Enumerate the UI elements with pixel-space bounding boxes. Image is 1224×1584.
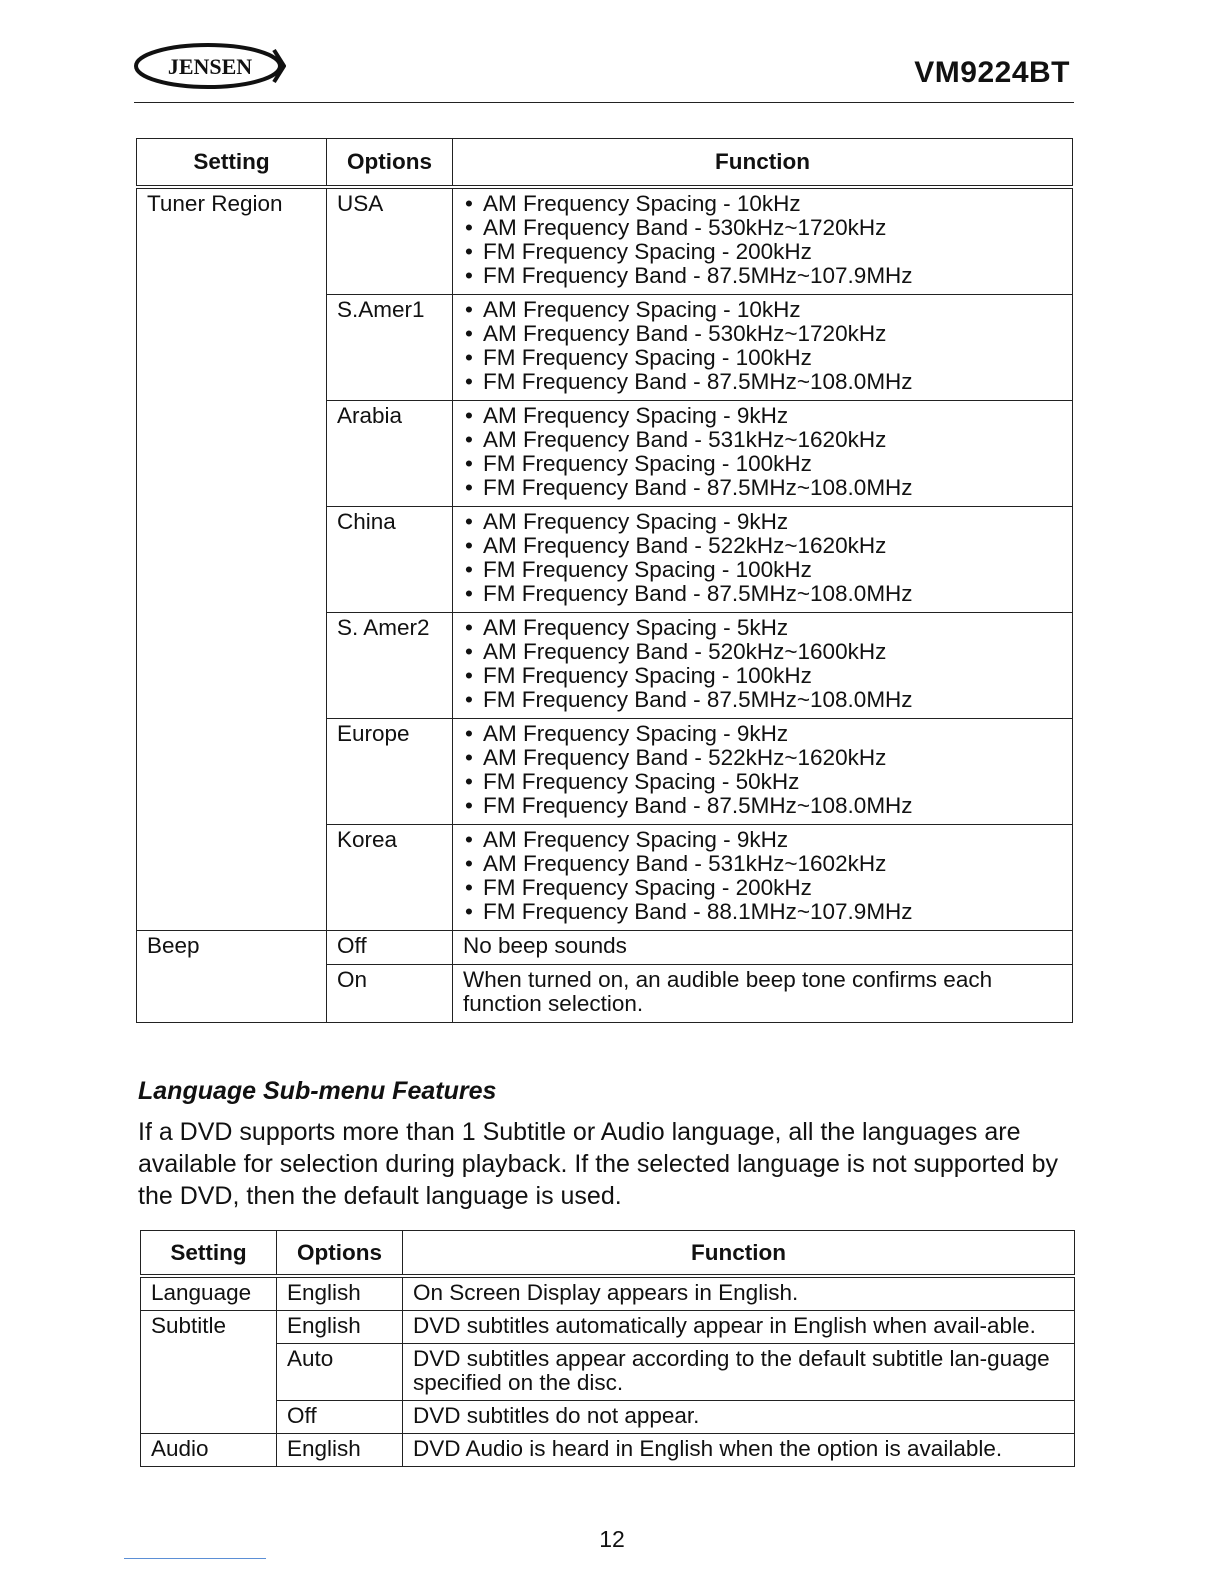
function-item: • FM Frequency Band - 87.5MHz~107.9MHz xyxy=(463,264,1064,288)
function-item: • FM Frequency Band - 87.5MHz~108.0MHz xyxy=(463,370,1064,394)
table-row xyxy=(141,1276,1075,1311)
table-header-row xyxy=(137,139,1073,188)
table-header-row xyxy=(141,1231,1075,1277)
function-cell: On Screen Display appears in English. xyxy=(403,1276,1075,1311)
header-function: Function xyxy=(403,1231,1075,1277)
header-setting: Setting xyxy=(141,1231,277,1277)
function-cell xyxy=(453,825,1073,931)
function-cell: DVD subtitles appear according to the default subtitle lan-guage specified on the disc. xyxy=(403,1344,1075,1401)
function-item: • AM Frequency Band - 530kHz~1720kHz xyxy=(463,216,1064,240)
function-cell: DVD subtitles do not appear. xyxy=(403,1401,1075,1434)
option-cell: On xyxy=(327,965,453,1023)
option-cell: USA xyxy=(327,187,453,295)
header-options: Options xyxy=(277,1231,403,1277)
table-row xyxy=(141,1401,1075,1434)
function-item: • FM Frequency Spacing - 100kHz xyxy=(463,664,1064,688)
setting-cell: Audio xyxy=(141,1434,277,1467)
model-number: VM9224BT xyxy=(914,56,1070,89)
svg-text:JENSEN: JENSEN xyxy=(167,54,253,79)
function-cell: DVD Audio is heard in English when the option is available. xyxy=(403,1434,1075,1467)
setting-cell: Subtitle xyxy=(141,1311,277,1434)
option-cell: S.Amer1 xyxy=(327,295,453,401)
function-item: • AM Frequency Spacing - 9kHz xyxy=(463,404,1064,428)
footer-divider xyxy=(124,1558,266,1559)
setting-cell: Language xyxy=(141,1276,277,1311)
function-item: • AM Frequency Spacing - 10kHz xyxy=(463,298,1064,322)
function-item: • AM Frequency Spacing - 9kHz xyxy=(463,510,1064,534)
table-row xyxy=(137,931,1073,965)
function-item: • AM Frequency Spacing - 9kHz xyxy=(463,828,1064,852)
option-cell: Off xyxy=(277,1401,403,1434)
function-item: • FM Frequency Spacing - 200kHz xyxy=(463,240,1064,264)
function-item: • AM Frequency Band - 522kHz~1620kHz xyxy=(463,746,1064,770)
function-item: • AM Frequency Band - 522kHz~1620kHz xyxy=(463,534,1064,558)
page-number: 12 xyxy=(599,1526,625,1552)
tuner-beep-table xyxy=(136,138,1073,1023)
table-row xyxy=(141,1434,1075,1467)
option-cell: Arabia xyxy=(327,401,453,507)
section-intro: If a DVD supports more than 1 Subtitle or Audio language, all the languages are available for selection during playback. If the selected language is not supported by the DVD, then the default language is used. xyxy=(138,1118,1059,1210)
function-item: • AM Frequency Band - 531kHz~1620kHz xyxy=(463,428,1064,452)
function-item: • AM Frequency Band - 530kHz~1720kHz xyxy=(463,322,1064,346)
header-options: Options xyxy=(327,139,453,188)
table-row xyxy=(141,1311,1075,1344)
option-cell: China xyxy=(327,507,453,613)
function-item: • FM Frequency Spacing - 50kHz xyxy=(463,770,1064,794)
function-item: • FM Frequency Spacing - 100kHz xyxy=(463,558,1064,582)
function-cell: When turned on, an audible beep tone confirms each function selection. xyxy=(453,965,1073,1023)
option-cell: English xyxy=(277,1276,403,1311)
function-item: • FM Frequency Band - 87.5MHz~108.0MHz xyxy=(463,476,1064,500)
function-item: • FM Frequency Band - 87.5MHz~108.0MHz xyxy=(463,688,1064,712)
function-item: • FM Frequency Band - 88.1MHz~107.9MHz xyxy=(463,900,1064,924)
function-cell xyxy=(453,401,1073,507)
function-item: • AM Frequency Band - 531kHz~1602kHz xyxy=(463,852,1064,876)
option-cell: Europe xyxy=(327,719,453,825)
section-title: Language Sub-menu Features xyxy=(138,1077,497,1105)
function-item: • FM Frequency Band - 87.5MHz~108.0MHz xyxy=(463,582,1064,606)
function-cell xyxy=(453,295,1073,401)
setting-cell: Beep xyxy=(137,931,327,1023)
setting-cell: Tuner Region xyxy=(137,187,327,931)
function-cell xyxy=(453,507,1073,613)
function-cell xyxy=(453,719,1073,825)
function-item: • FM Frequency Spacing - 100kHz xyxy=(463,452,1064,476)
function-item: • AM Frequency Band - 520kHz~1600kHz xyxy=(463,640,1064,664)
function-item: • FM Frequency Spacing - 100kHz xyxy=(463,346,1064,370)
function-cell xyxy=(453,187,1073,295)
table-row xyxy=(141,1344,1075,1401)
page-header xyxy=(134,34,1074,103)
function-cell: DVD subtitles automatically appear in English when avail-able. xyxy=(403,1311,1075,1344)
table-row xyxy=(137,187,1073,295)
language-table xyxy=(140,1230,1075,1467)
jensen-logo xyxy=(134,42,286,90)
function-cell: No beep sounds xyxy=(453,931,1073,965)
option-cell: English xyxy=(277,1434,403,1467)
function-item: • AM Frequency Spacing - 9kHz xyxy=(463,722,1064,746)
header-setting: Setting xyxy=(137,139,327,188)
function-item: • FM Frequency Band - 87.5MHz~108.0MHz xyxy=(463,794,1064,818)
option-cell: Auto xyxy=(277,1344,403,1401)
option-cell: Off xyxy=(327,931,453,965)
function-item: • AM Frequency Spacing - 10kHz xyxy=(463,192,1064,216)
header-function: Function xyxy=(453,139,1073,188)
function-item: • FM Frequency Spacing - 200kHz xyxy=(463,876,1064,900)
option-cell: S. Amer2 xyxy=(327,613,453,719)
option-cell: Korea xyxy=(327,825,453,931)
function-item: • AM Frequency Spacing - 5kHz xyxy=(463,616,1064,640)
option-cell: English xyxy=(277,1311,403,1344)
function-cell xyxy=(453,613,1073,719)
